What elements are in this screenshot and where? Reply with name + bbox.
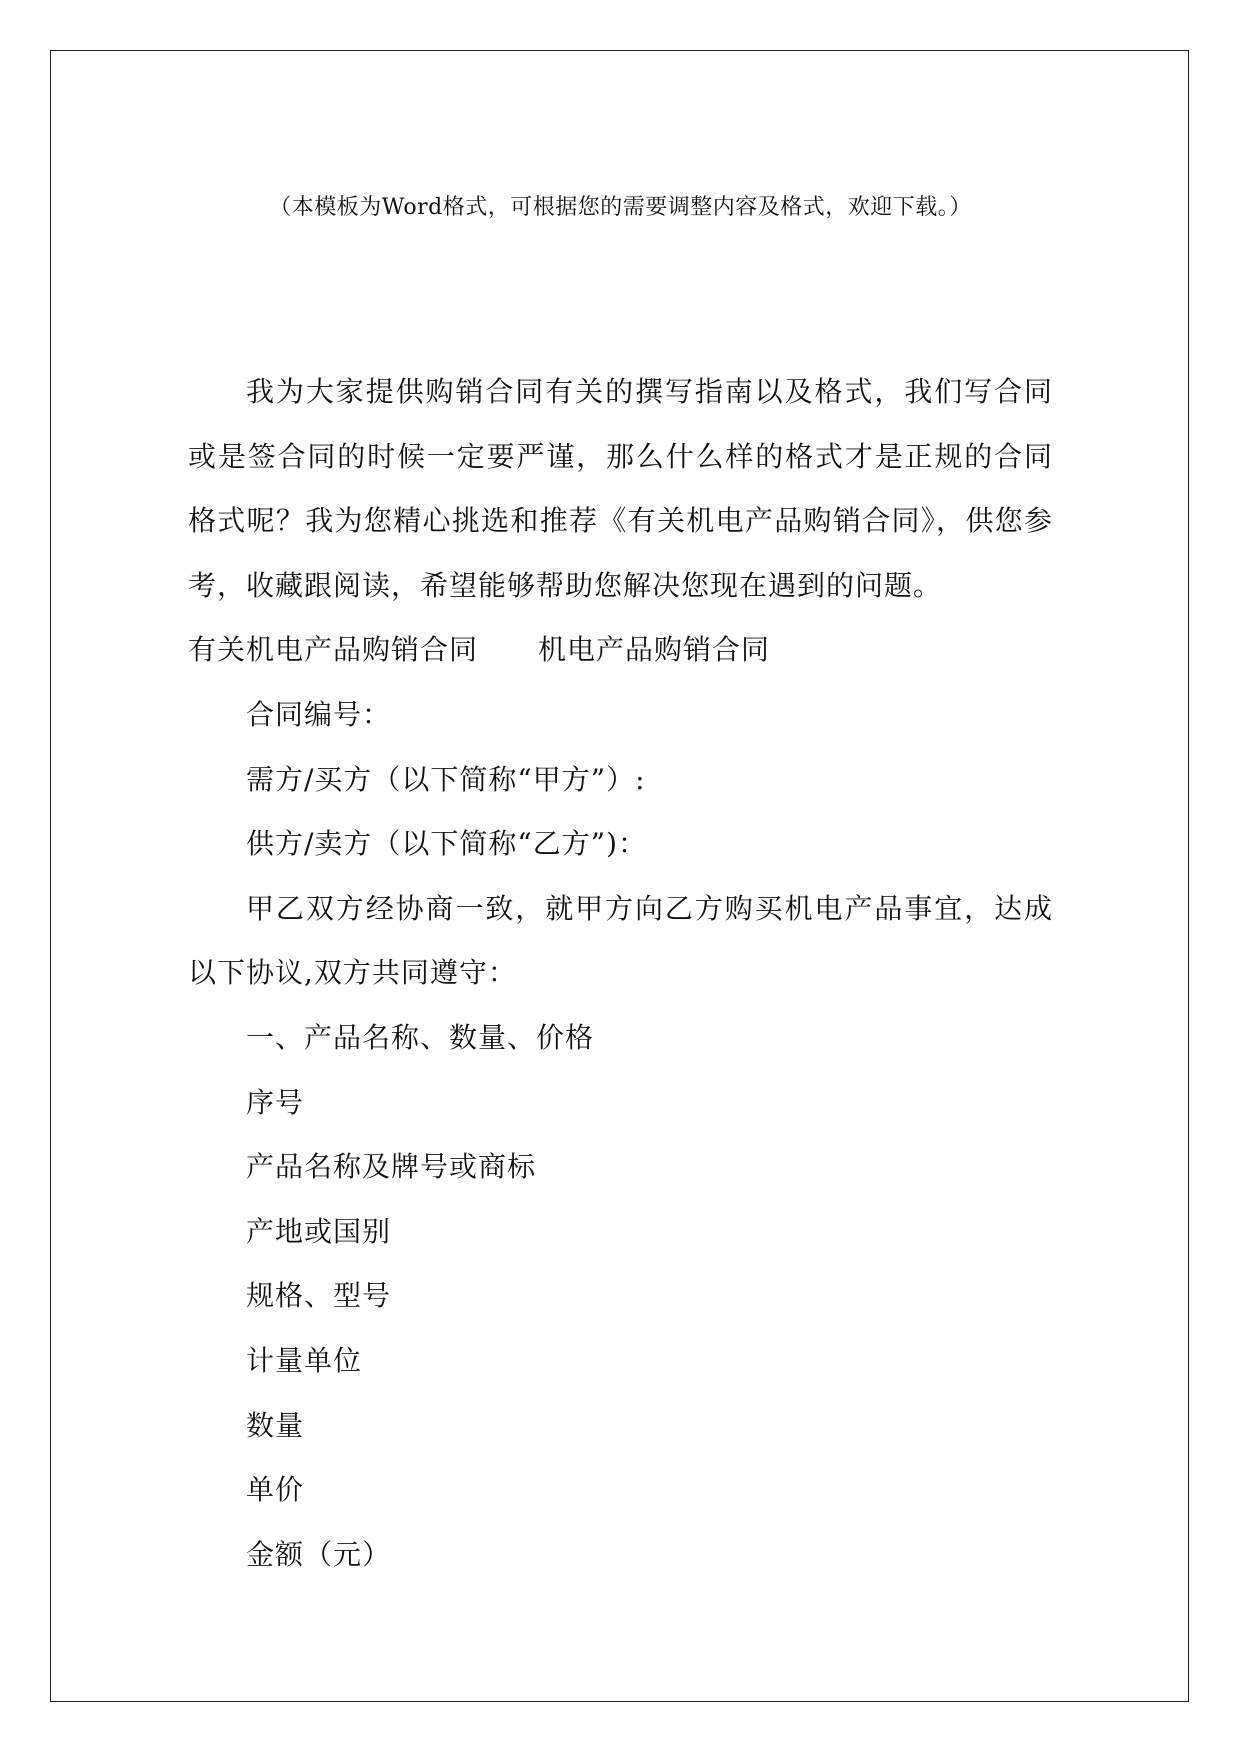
table-column-origin: 产地或国别 [246, 1214, 392, 1248]
table-column-unit: 计量单位 [246, 1343, 363, 1377]
table-column-quantity: 数量 [246, 1408, 305, 1442]
document-body [188, 360, 1053, 1587]
contract-title-left: 有关机电产品购销合同 [188, 633, 479, 667]
agreement-paragraph: 甲乙双方经协商一致，就甲方向乙方购买机电产品事宜，达成以下协议,双方共同遵守： [188, 891, 1053, 990]
section-1-heading: 一、产品名称、数量、价格 [246, 1020, 595, 1054]
table-column-unit-price: 单价 [246, 1473, 305, 1507]
template-notice: （本模板为Word格式，可根据您的需要调整内容及格式，欢迎下载。） [269, 195, 972, 220]
table-column-serial: 序号 [246, 1085, 305, 1119]
table-column-product-name: 产品名称及牌号或商标 [246, 1150, 537, 1184]
buyer-label: 需方/买方（以下简称“甲方”）: [246, 762, 646, 796]
contract-title-line [188, 618, 1053, 683]
table-column-spec: 规格、型号 [246, 1279, 392, 1313]
table-column-amount: 金额（元） [246, 1537, 392, 1571]
seller-label: 供方/卖方（以下简称“乙方”)： [246, 827, 647, 861]
intro-paragraph: 我为大家提供购销合同有关的撰写指南以及格式，我们写合同或是签合同的时候一定要严谨，那么什么样的格式才是正规的合同格式呢？我为您精心挑选和推荐《有关机电产品购销合同》，供您参考，收藏跟阅读，希望能够帮助您解决您现在遇到的问题。 [188, 375, 1053, 602]
contract-title-right: 机电产品购销合同 [538, 633, 771, 667]
contract-number-label: 合同编号： [246, 697, 392, 731]
